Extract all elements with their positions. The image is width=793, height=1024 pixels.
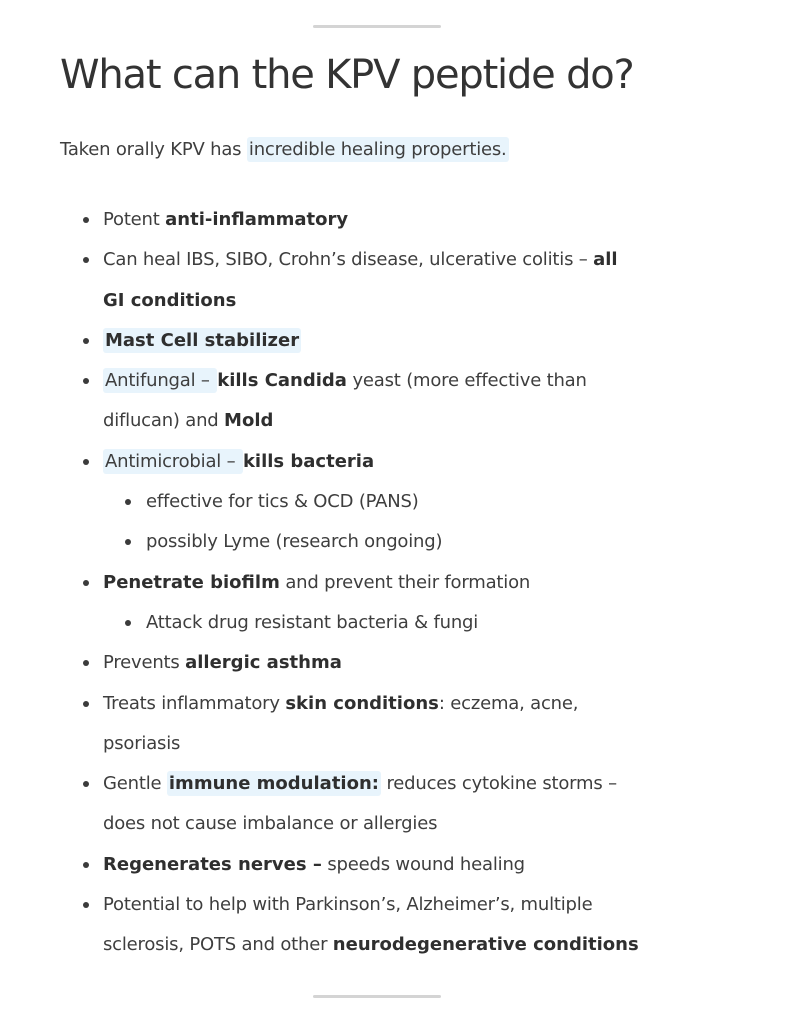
list-item — [80, 200, 780, 240]
item-text: Prevents — [103, 652, 186, 674]
intro-highlight: incredible healing properties. — [248, 139, 507, 160]
bottom-divider — [313, 995, 441, 998]
item-emphasis: Penetrate biofilm — [103, 571, 280, 593]
list-item — [80, 361, 780, 442]
item-text: : eczema, acne, — [438, 692, 579, 714]
list-item — [80, 885, 780, 966]
item-emphasis: Mold — [224, 410, 274, 432]
item-line — [103, 925, 780, 965]
item-line — [103, 563, 780, 603]
top-divider — [313, 25, 441, 28]
item-text: Potent — [103, 209, 166, 230]
list-item — [80, 321, 780, 361]
list-item — [80, 845, 780, 885]
item-line — [103, 684, 780, 724]
item-text: yeast (more effective than — [346, 370, 587, 392]
item-line — [103, 724, 780, 764]
sub-list-item: possibly Lyme (research ongoing) — [103, 522, 780, 562]
sub-list — [103, 482, 780, 563]
item-emphasis: Regenerates nerves – — [103, 853, 322, 875]
item-emphasis: kills Candida — [217, 370, 347, 392]
item-emphasis: allergic asthma — [185, 652, 342, 674]
item-line — [103, 442, 780, 482]
item-text: psoriasis — [103, 732, 181, 754]
list-item — [80, 764, 780, 845]
item-emphasis: kills bacteria — [242, 450, 375, 472]
item-emphasis: skin conditions — [285, 692, 439, 714]
item-text: Potential to help with Parkinson’s, Alzheimer’s, multiple — [103, 894, 593, 916]
item-text: speeds wound healing — [321, 853, 525, 875]
list-item — [80, 442, 780, 563]
list-item — [80, 563, 780, 644]
list-item — [80, 240, 780, 321]
item-line — [103, 885, 780, 925]
item-line — [103, 281, 780, 321]
item-text: Gentle — [103, 773, 167, 795]
item-text: and prevent their formation — [279, 571, 531, 593]
item-text: Antimicrobial – — [105, 450, 241, 472]
item-text: reduces cytokine storms – — [380, 773, 617, 795]
item-text: Antifungal – — [105, 370, 216, 392]
item-line — [103, 401, 780, 441]
item-text: sclerosis, POTS and other — [103, 934, 333, 956]
item-emphasis: GI conditions — [103, 289, 237, 311]
sub-list-item: Attack drug resistant bacteria & fungi — [103, 603, 780, 643]
list-item — [80, 643, 780, 683]
benefits-list — [80, 200, 780, 966]
sub-list — [103, 603, 780, 643]
item-text: diflucan) and — [103, 410, 225, 432]
item-line — [103, 240, 780, 280]
item-text: Can heal IBS, SIBO, Crohn’s disease, ulcerative colitis – — [103, 249, 594, 271]
item-emphasis: Mast Cell stabilizer — [105, 329, 300, 351]
item-line — [103, 804, 780, 844]
item-emphasis: immune modulation: — [168, 773, 379, 795]
item-text: Treats inflammatory — [103, 692, 286, 714]
sub-list-item: effective for tics & OCD (PANS) — [103, 482, 780, 522]
item-text: does not cause imbalance or allergies — [103, 813, 438, 835]
intro-paragraph — [60, 139, 509, 160]
item-line — [103, 361, 780, 401]
item-emphasis: neurodegenerative conditions — [332, 934, 639, 956]
item-line — [103, 764, 780, 804]
item-emphasis: all — [593, 249, 618, 271]
list-item — [80, 684, 780, 765]
intro-text: Taken orally KPV has — [60, 139, 247, 160]
item-emphasis: anti-inflammatory — [165, 209, 349, 230]
page-title: What can the KPV peptide do? — [60, 52, 634, 98]
